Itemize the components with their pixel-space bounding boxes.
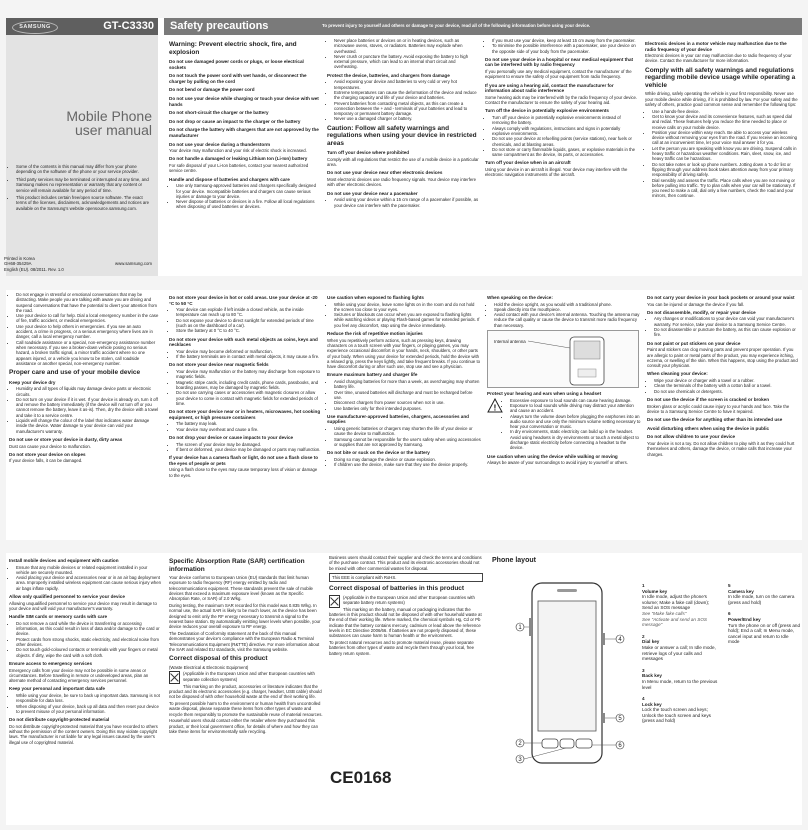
- rule-item: • Call roadside assistance or a special, non-emergency assistance number when necessary. If you see a broken-down vehicle posing no serious hazard, a broken traffic signal, a minor traffic accident where no one appears injured, or a vehicle you know to be stolen, call roadside assistance or another special, non-emergency number.: [16, 340, 159, 366]
- callout-1-number: 1: [518, 625, 522, 631]
- rule-text: When you repetitively perform actions, such as pressing keys, drawing characters on a touch screen with your fingers, or playing games, you may experience occasional discomfort in your hands, neck, shoulders, or other parts of your body. When using your device for extended periods, hold the device with a relaxed grip, press the keys lightly, and take frequent breaks. If you continue to have discomfort during or after such use, stop use and see a physician.: [327, 337, 481, 370]
- rule-heading: Reduce the risk of repetitive motion injuries: [327, 331, 423, 337]
- rule-item: • Seizures or blackouts can occur when you are exposed to flashing lights while watching videos or playing Flash-based games for extended periods. If you feel any discomfort, stop using the device immediately.: [334, 312, 481, 328]
- key-title: Lock key: [642, 701, 662, 707]
- rule-text: Comply with all regulations that restrict the use of a mobile device in a particular area.: [327, 156, 479, 168]
- safety-column-2: [324, 38, 482, 276]
- rule-item: • Do not use chemicals or detergents.: [654, 389, 799, 394]
- headset-warning: [487, 398, 641, 451]
- antenna-label: Internal antenna: [494, 339, 526, 345]
- rule-item: • Any changes or modifications to your device can void your manufacturer's warranty. For service, take your device to a Samsung Service Centre.: [654, 316, 799, 327]
- callout-3-number: 3: [518, 757, 522, 763]
- spread-row-1: [6, 18, 802, 276]
- rule-heading: Do not use damaged power cords or plugs, or loose electrical sockets: [169, 59, 304, 70]
- rule-text: Household users should contact either the retailer where they purchased this product, or their local government office, for details of where and how they can take these items for environmentally safe recycling.: [169, 718, 318, 734]
- care-column-3: [324, 292, 484, 538]
- rule-item: • Doing so may damage the device or cause explosion.: [334, 457, 481, 462]
- key-number: 2: [642, 633, 645, 639]
- info-column-3: [326, 555, 486, 823]
- rule-item: • The screen of your device may be damaged.: [176, 442, 321, 447]
- cover-note: • This product includes certain free/open source software. The exact terms of the licenses, disclaimers, acknowledgements and notices are available on the Samsung's website opensource.samsung.com.: [16, 195, 152, 211]
- cover-note: • Third party services may be terminated or interrupted at any time, and Samsung makes no representation or warranty that any content or service will remain available for any period of time.: [16, 177, 152, 193]
- phone-layout-panel: [492, 553, 802, 825]
- rule-item: • Use a hands-free device.: [652, 109, 799, 114]
- callout-4-number: 4: [618, 637, 622, 643]
- info-column-1: [6, 555, 164, 823]
- rule-heading: Do not use your device near a pacemaker: [327, 190, 418, 196]
- rule-item: • Wipe your device or charger with a towel or a rubber.: [654, 378, 799, 383]
- rule-item: • When disposing of your device, back up all data and then reset your device to prevent misuse of your personal information.: [16, 704, 161, 715]
- rule-item: • Excessive exposure to loud sounds can cause hearing damage.: [510, 398, 641, 403]
- key-text: Make or answer a call; In Idle mode, retrieve logs of your calls and messages: [642, 644, 716, 662]
- rule-item: • Avoid using your device within a 15 cm range of a pacemaker if possible, as your device can interfere with the pacemaker.: [334, 197, 479, 208]
- rule-heading: Avoid disturbing others when using the device in public: [647, 425, 770, 431]
- rule-heading: Do not drop or cause an impact to the charger or the battery: [169, 118, 301, 124]
- rule-item: • Do not touch gold-coloured contacts or terminals with your fingers or metal objects. If dirty, wipe the card with a soft cloth.: [16, 647, 161, 658]
- care-column-4: [484, 292, 644, 538]
- rule-item: • If bent or deformed, your device may be damaged or parts may malfunction.: [176, 447, 321, 452]
- ce-mark: CE0168: [330, 768, 392, 787]
- print-line: English (EU). 08/2011. Rev. 1.0: [4, 266, 64, 272]
- key-number: 6: [728, 611, 731, 617]
- lock-key-shape: [602, 633, 605, 645]
- print-line: Printed in Korea: [4, 256, 35, 261]
- rule-text: You can be injured or damage the device if you fall.: [647, 301, 745, 307]
- rule-heading: When speaking on the device:: [487, 295, 553, 300]
- rule-item: • Do not take notes or look up phone numbers. Jotting down a 'to do' list or flipping through your address book takes attention away from your primary responsibility of driving safely.: [652, 162, 799, 178]
- rule-heading: Do not use your device while charging or touch your device with wet hands: [169, 95, 319, 107]
- rule-text: If your device falls, it can be damaged.: [9, 458, 83, 464]
- rohs-notice: This EEE is compliant with RoHS.: [329, 573, 483, 582]
- rule-item: • If you must use your device, keep at least 15 cm away from the pacemaker.: [492, 38, 639, 43]
- rule-heading: Allow only qualified personnel to service your device: [9, 594, 125, 600]
- rule-text: Emergency calls from your device may not be possible in some areas or circumstances. Before travelling in remote or undeveloped areas, plan an alternate method of contacting emergency services personnel.: [9, 667, 149, 684]
- earpiece: [557, 589, 577, 592]
- rule-heading: When cleaning your device:: [647, 371, 708, 377]
- rule-item: • Using generic batteries or chargers may shorten the life of your device or cause the device to malfunction.: [334, 426, 481, 437]
- spread-row-2: [6, 290, 802, 540]
- key-number: 1: [642, 583, 645, 588]
- callout-2-number: 2: [518, 741, 522, 747]
- rule-item: • Your device can explode if left inside a closed vehicle, as the inside temperature can reach up to 80 °C.: [176, 307, 321, 318]
- key-number: 4: [642, 696, 645, 702]
- rule-heading: Use manufacturer-approved batteries, chargers, accessories and supplies: [327, 413, 469, 425]
- key-text: Lock the touch screen and keys; Unlock the touch screen and keys (press and hold): [642, 707, 711, 724]
- key-number: 3: [642, 667, 645, 673]
- rule-item: • Disconnect chargers from power sources when not in use.: [334, 400, 481, 405]
- rule-heading: Do not use or store your device in dusty, dirty areas: [9, 436, 123, 442]
- rule-item: • Turn off your device in potentially explosive environments instead of removing the battery.: [492, 115, 639, 126]
- rule-item: • Let the person you are speaking with know you are driving. Suspend calls in heavy traffic or hazardous weather conditions. Rain, sleet, snow, ice, and heavy traffic can be hazardous.: [652, 146, 799, 162]
- key-desc-volume: [642, 583, 720, 628]
- rule-text: Most electronic devices use radio frequency signals. Your device may interfere with other electronic devices.: [327, 177, 477, 188]
- care-column-5: [644, 292, 802, 538]
- rule-heading: Use caution when using the device while walking or moving: [487, 453, 618, 459]
- rule-heading: Handle and dispose of batteries and chargers with care: [169, 176, 290, 182]
- rule-heading: Do not store your device near magnetic fields: [169, 362, 269, 368]
- rule-text: (Applicable in the European Union and other European countries with separate battery return systems): [343, 594, 475, 605]
- rule-heading: Do not short-circuit the charger or the battery: [169, 110, 269, 116]
- website-url: www.samsung.com: [114, 261, 152, 266]
- rule-heading: Install mobile devices and equipment with caution: [9, 558, 119, 563]
- rule-text: Paint and stickers can clog moving parts and prevent proper operation. If you are allergic to paint or metal parts of the product, you may experience itching, eczema, or swelling of the skin. When this happens, stop using the product and consult your physician.: [647, 347, 798, 369]
- rule-text: Your device conforms to European Union (EU) standards that limit human exposure to radio frequency (RF) energy emitted by radio and telecommunications equipment. These standards prevent the sale of mobile devices that exceed a maximum exposure level (known as the Specific Absorption Rate, or SAR) of 2.0 W/kg.: [169, 575, 313, 602]
- crossed-bin-icon: [169, 671, 180, 684]
- key-title: Back key: [642, 673, 662, 679]
- key-descriptions-left: [642, 583, 720, 730]
- phone-diagram: [512, 573, 632, 778]
- rule-heading: Ensure access to emergency services: [9, 660, 92, 666]
- rule-text: For safe disposal of your Li-Ion batteries, contact your nearest authorized service centre.: [169, 163, 309, 174]
- rule-item: • Avoid placing your device and accessories near or in an air bag deployment area. Improperly installed wireless equipment can cause serious injury when air bags inflate rapidly.: [16, 575, 161, 591]
- rule-text: (Waste Electrical & Electronic Equipment): [169, 664, 249, 670]
- rule-item: • While using your device, be sure to back up important data. Samsung is not responsible for data loss.: [16, 693, 161, 704]
- rule-item: • Do not engage in stressful or emotional conversations that may be distracting. Make people you are talking with aware you are driving and suspend conversations that have the potential to divert your attention from the road.: [16, 292, 159, 313]
- rule-item: • Never use a damaged charger or battery.: [334, 116, 479, 121]
- rule-text: The Declaration of Conformity statement at the back of this manual demonstrates your device's compliance with the European Radio & Terminal Telecommunications Equipment (R&TTE) directive. For more information about the SAR and related EU standards, visit the Samsung website.: [169, 630, 320, 652]
- crossed-bin-icon: [329, 595, 340, 608]
- callout-6-number: 6: [618, 743, 622, 749]
- rule-heading: Ensure maximum battery and charger life: [327, 372, 418, 378]
- spread-row-3: [6, 553, 802, 825]
- rule-item: • Samsung cannot be responsible for the user's safety when using accessories or supplies that are not approved by Samsung.: [334, 437, 481, 448]
- key-descriptions-right: [728, 583, 800, 651]
- rule-item: • Use your device to help others in emergencies. If you see an auto accident, a crime in progress, or a serious emergency where lives are in danger, call a local emergency number.: [16, 324, 159, 340]
- rule-item: • Protect cards from strong shocks, static electricity, and electrical noise from other devices.: [16, 637, 161, 648]
- rule-item: • While using your device, leave some lights on in the room and do not hold the screen too close to your eyes.: [334, 302, 481, 313]
- rule-heading: Do not use your device near other electronic devices: [327, 170, 443, 176]
- rule-text: Electronic devices in your car may malfunction due to radio frequency of your device. Contact the manufacturer for more information.: [645, 53, 792, 64]
- rule-item: • Get to know your device and its convenience features, such as speed dial and redial. These features help you reduce the time needed to place or receive calls on your mobile device.: [652, 114, 799, 130]
- rule-heading: Do not charge the battery with chargers that are not approved by the manufacturer: [169, 127, 319, 138]
- rule-item: • To minimise the possible interference with a pacemaker, use your device on the opposite side of your body from the pacemaker.: [492, 43, 639, 54]
- key-title: Volume key: [642, 588, 668, 594]
- rule-text: Always be aware of your surroundings to avoid injury to yourself or others.: [487, 460, 628, 466]
- rule-heading: Do not store your device with such metal objects as coins, keys and necklaces: [169, 336, 318, 348]
- end-key-shape: [576, 739, 592, 748]
- rule-item: • Always comply with regulations, instructions and signs in potentially explosive environments.: [492, 126, 639, 137]
- safety-column-1: [166, 38, 324, 276]
- key-title: Dial key: [642, 639, 660, 645]
- print-info: [4, 256, 64, 272]
- rule-item: • Never crush or puncture the battery. Avoid exposing the battery to high external pressure, which can lead to an internal short circuit and overheating.: [334, 54, 479, 70]
- antenna-illustration: [487, 330, 639, 388]
- care-column-1: [6, 292, 162, 538]
- rule-item: • Clean the terminals of the battery with a cotton ball or a towel.: [654, 383, 799, 388]
- rule-heading: Do not store your device near or in heaters, microwaves, hot cooking equipment, or high pressure containers: [169, 409, 321, 420]
- phone-screen: [538, 601, 596, 731]
- rule-text: To prevent possible harm to the environment or human health from uncontrolled waste disposal, please separate these items from other types of waste and recycle them responsibly to promote the sustainable reuse of material resources.: [169, 700, 323, 717]
- rule-heading: Do not allow children to use your device: [647, 434, 736, 440]
- rule-heading: Do not disassemble, modify, or repair your device: [647, 309, 756, 315]
- rule-text: Broken glass or acrylic could cause injury to your hands and face. Take the device to a Samsung Service Centre to have it repaired.: [647, 403, 790, 414]
- key-reference: See "Make fake calls": [642, 610, 687, 616]
- volume-key-shape: [529, 618, 532, 636]
- rule-item: • In dry environments, static electricity can build up in the headset. Avoid using headsets in dry environments or touch a metal object to discharge static electricity before connecting a headset to the device.: [510, 429, 641, 450]
- cover-note: • Some of the contents in this manual may differ from your phone depending on the software of the phone or your service provider.: [16, 164, 152, 175]
- print-line: GH68-35429A: [4, 261, 32, 267]
- key-desc-back: [642, 668, 720, 690]
- key-text: In Idle mode, turn on the camera (press and hold): [728, 594, 795, 605]
- rule-item: • Dial sensibly and assess the traffic. Place calls when you are not moving or before pulling into traffic. Try to plan calls when your car will be stationary. If you need to make a call, dial only a few numbers, check the road and your mirrors, then continue.: [652, 178, 799, 199]
- rule-item: • Your device may overheat and cause a fire.: [176, 427, 321, 432]
- camera-key-shape: [602, 713, 605, 723]
- care-column-2: [166, 292, 324, 538]
- rule-item: • Ensure that any mobile devices or related equipment installed in your vehicle are securely mounted.: [16, 565, 161, 576]
- rule-text: Your device may malfunction and your risk of electric shock is increased.: [169, 148, 307, 154]
- dial-key-shape: [542, 739, 558, 748]
- cover-header: [6, 18, 158, 35]
- rule-heading: Protect your hearing and ears when using a headset: [487, 391, 602, 397]
- rule-heading: Use caution when exposed to flashing lights: [327, 295, 424, 300]
- rule-heading: Do not use your device in a hospital or near medical equipment that can be interfered with by radio frequency: [485, 56, 634, 68]
- rule-heading: Do not paint or put stickers on your device: [647, 340, 741, 346]
- rule-heading: Do not store your device on slopes: [9, 451, 86, 457]
- rule-heading: Do not use the device if the screen is cracked or broken: [647, 396, 770, 402]
- rule-text: During testing, the maximum SAR recorded for this model was 0.835 W/kg. In normal use, the actual SAR is likely to be much lower, as the device has been designed to emit only the RF energy necessary to transmit a signal to the nearest base station. By automatically emitting lower levels when possible, your device reduces your overall exposure to RF energy.: [169, 602, 321, 630]
- rule-text: This marking on the product, accessories or literature indicates that the product and its electronic accessories (e.g. charger, headset, USB cable) should not be disposed of with other household waste at the end of their working life.: [169, 683, 322, 700]
- rule-heading: Do not drop your device or cause impacts to your device: [169, 434, 294, 440]
- svg-text:!: !: [493, 403, 497, 413]
- rule-item: • Liquids will change the colour of the label that indicates water damage inside the device. Water damage to your device can void your manufacturer's warranty.: [16, 418, 159, 434]
- rule-text: Do not distribute copyright-protected material that you have recorded to others without the permission of the content owners. Doing this may violate copyright laws. The manufacturer is not liable for any legal issues caused by the user's illegal use of copyrighted material.: [9, 723, 158, 745]
- safety-header-bar: [164, 18, 802, 35]
- rule-item: • Humidity and all types of liquids may damage device parts or electronic circuits.: [16, 386, 159, 397]
- rule-item: • Do not store or carry flammable liquids, gases, or explosive materials in the same compartment as the device, its parts, or accessories.: [492, 147, 639, 158]
- rule-item: • Do not use carrying cases or accessories with magnetic closures or allow your device to come in contact with magnetic fields for extended periods of time.: [176, 390, 321, 406]
- section-heading: Comply with all safety warnings and regulations regarding mobile device usage while operating a vehicle: [645, 66, 796, 89]
- rule-item: • Never place batteries or devices on or in heating devices, such as microwave ovens, stoves, or radiators. Batteries may explode when overheated.: [334, 38, 479, 54]
- key-desc-power: [728, 611, 800, 645]
- safety-column-3: [482, 38, 642, 276]
- model-number: GT-C3330: [103, 20, 154, 32]
- key-title: Camera key: [728, 588, 754, 594]
- rule-heading: Keep your device dry: [9, 379, 56, 385]
- key-text: In Menu mode, return to the previous level: [642, 678, 718, 690]
- rule-heading: Do not bite or suck on the device or the battery: [327, 450, 430, 456]
- key-text: Turn the phone on or off (press and hold); End a call; In Menu mode, cancel input and return to Idle mode: [728, 622, 801, 645]
- rule-item: • Avoid contact with your device's internal antenna. Touching the antenna may reduce the call quality or cause the device to transmit more radio frequency than necessary.: [494, 312, 641, 328]
- rule-text: Business users should contact their supplier and check the terms and conditions of the purchase contract. This product and its electronic accessories should not be mixed with other commercial wastes for disposal.: [329, 555, 482, 571]
- rule-heading: Handle SIM cards or memory cards with care: [9, 614, 108, 620]
- key-desc-camera: [728, 583, 800, 605]
- rule-item: • The battery may leak.: [176, 421, 321, 426]
- rule-item: • Store the battery at 0 °C to 40 °C.: [176, 328, 321, 333]
- rule-item: • If the battery terminals are in contact with metal objects, it may cause a fire.: [176, 354, 321, 359]
- rule-heading: Keep your personal and important data safe: [9, 686, 105, 692]
- battery-disposal-notice: [329, 595, 483, 640]
- rule-item: • Always turn the volume down before plugging the earphones into an audio source and use only the minimum volume setting necessary to hear your conversation or music.: [510, 414, 641, 430]
- section-heading: Specific Absorption Rate (SAR) certification information: [169, 558, 305, 573]
- rule-heading: Protect the device, batteries, and chargers from damage: [327, 72, 450, 78]
- rule-heading: Do not carry your device in your back pockets or around your waist: [647, 295, 795, 300]
- rule-item: • Speak directly into the mouthpiece.: [494, 307, 641, 312]
- rule-item: • Use your device to call for help. Dial a local emergency number in the case of fire, traffic accident, or medical emergencies.: [16, 313, 159, 324]
- cover-title-line1: Mobile Phone: [66, 108, 152, 124]
- safety-column-4: [642, 38, 802, 276]
- rule-item: • Exposure to loud sounds while driving may distract your attention and cause an accident.: [510, 403, 641, 414]
- section-heading: Caution: Follow all safety warnings and regulations when using your device in restricted areas: [327, 124, 477, 147]
- rule-text: Allowing unqualified personnel to service your device may result in damage to your device and will void your manufacturer's warranty.: [9, 600, 157, 611]
- section-heading: Correct disposal of batteries in this product: [329, 585, 465, 593]
- rule-heading: Turn off the device in potentially explosive environments: [485, 108, 609, 114]
- rule-item: • If children use the device, make sure that they use the device properly.: [334, 462, 481, 467]
- key-desc-dial: [642, 634, 720, 662]
- rule-heading: If you are using a hearing aid, contact the manufacturer for information about radio interference: [485, 82, 614, 94]
- section-heading: Correct disposal of this product: [169, 655, 268, 663]
- phone-layout-heading: Phone layout: [492, 557, 536, 564]
- rule-text: This marking on the battery, manual or packaging indicates that the batteries in this product should not be disposed of with other household waste at the end of their working life. Where marked, the chemical symbols Hg, Cd or Pb indicate that the battery contains mercury, cadmium or lead above the reference levels in EC Directive 2006/66. If batteries are not properly disposed of, these substances can cause harm to human health or the environment.: [329, 606, 482, 639]
- rule-item: • Use batteries only for their intended purposes.: [334, 406, 481, 411]
- key-number: 5: [728, 583, 731, 588]
- rule-item: • Magnetic stripe cards, including credit cards, phone cards, passbooks, and boarding passes, may be damaged by magnetic fields.: [176, 380, 321, 391]
- rule-heading: Do not use the device for anything other than its intended use: [647, 417, 783, 423]
- rule-item: • Position your device within easy reach. Be able to access your wireless device without removing your eyes from the road. If you receive an incoming call at an inconvenient time, let your voice mail answer it for you.: [652, 130, 799, 146]
- rule-text: While driving, safely operating the vehicle is your first responsibility. Never use your mobile device while driving, if it is prohibited by law. For your safety and the safety of others, practice good common sense and remember the following tips:: [645, 91, 798, 107]
- rule-item: • Your device may malfunction or the battery may discharge from exposure to magnetic fields.: [176, 369, 321, 380]
- rule-heading: Turn off your device where prohibited: [327, 150, 410, 156]
- cover-panel: [6, 18, 158, 276]
- rule-item: • Never dispose of batteries or devices in a fire. Follow all local regulations when disposing of used batteries or devices.: [176, 199, 321, 210]
- rule-text: Using a flash close to the eyes may cause temporary loss of vision or damage to the eyes.: [169, 467, 318, 478]
- key-title: Power/End key: [728, 616, 761, 622]
- rule-item: • Do not remove a card while the device is transferring or accessing information, as this could result in loss of data and/or damage to the card or device.: [16, 621, 161, 637]
- rule-item: • Prevent batteries from contacting metal objects, as this can create a connection between the + and - terminals of your batteries and lead to temporary or permanent battery damage.: [334, 101, 479, 117]
- safety-subtitle: To prevent injury to yourself and others or damage to your device, read all of the following information before using your device.: [322, 23, 591, 28]
- rule-heading: Do not use your device during a thunderstorm: [169, 141, 271, 147]
- cover-title-line2: user manual: [74, 122, 152, 138]
- rule-heading: Electronic devices in a motor vehicle may malfunction due to the radio frequency of your device: [645, 41, 787, 52]
- rule-heading: Do not touch the power cord with wet hands, or disconnect the charger by pulling on the cord: [169, 73, 307, 84]
- back-key-shape: [560, 739, 574, 748]
- rule-text: To protect natural resources and to promote material reuse, please separate batteries from other types of waste and recycle them through your local, free battery return system.: [329, 640, 474, 656]
- weee-notice: [169, 671, 323, 700]
- rule-item: • Do not use your device at refuelling points (service stations), near fuels or chemicals, and at blasting areas.: [492, 136, 639, 147]
- key-text: In Idle mode, adjust the phone's volume; Make a fake call (down); Send an SOS message: [642, 594, 710, 611]
- rule-heading: Do not store your device in hot or cold areas. Use your device at -20 °C to 50 °C: [169, 295, 318, 306]
- antenna-phone-icon: [488, 331, 638, 387]
- rule-text: Your device is not a toy. Do not allow children to play with it as they could hurt themselves and others, damage the device, or make calls that increase your charges.: [647, 440, 795, 457]
- rule-item: • Avoid exposing your device and batteries to very cold or very hot temperatures.: [334, 79, 479, 90]
- rule-text: Dust can cause your device to malfunction.: [9, 443, 91, 449]
- rule-heading: Do not bend or damage the power cord: [169, 87, 255, 93]
- rule-heading: Do not handle a damaged or leaking Lithium Ion (Li-Ion) battery: [169, 156, 308, 162]
- section-heading: Proper care and use of your mobile device: [9, 369, 141, 377]
- section-heading: Warning: Prevent electric shock, fire, and explosion: [169, 41, 297, 56]
- rule-item: • Do not disassemble or puncture the battery, as this can cause explosion or fire.: [654, 327, 799, 338]
- rule-item: • Your device may become deformed or malfunction.: [176, 349, 321, 354]
- rule-item: • Do not turn on your device if it is wet. If your device is already on, turn it off and remove the battery immediately (if the device will not turn off or you cannot remove the battery, leave it as-is). Then, dry the device with a towel and take it to a service centre.: [16, 397, 159, 418]
- rule-item: • Avoid charging batteries for more than a week, as overcharging may shorten battery life.: [334, 379, 481, 390]
- key-desc-lock: [642, 696, 720, 724]
- cover-notes: [10, 164, 152, 213]
- callout-5-number: 5: [618, 716, 622, 722]
- safety-title: Safety precautions: [170, 20, 269, 32]
- rule-heading: Turn off your device when in an aircraft: [485, 160, 571, 166]
- rule-item: • Extreme temperatures can cause the deformation of the device and reduce the charging capacity and life of your device and batteries.: [334, 90, 479, 101]
- rule-item: • Over time, unused batteries will discharge and must be recharged before use.: [334, 390, 481, 401]
- rule-heading: If your device has a camera flash or light, do not use a flash close to the eyes of people or pets: [169, 455, 319, 466]
- rule-item: • Do not expose your device to direct sunlight for extended periods of time (such as on the dashboard of a car).: [176, 318, 321, 329]
- key-reference: See "Activate and send an SOS message": [642, 616, 707, 628]
- rule-text: (Applicable in the European Union and other European countries with separate collection systems): [183, 671, 315, 682]
- rule-text: Some hearing aids may be interfered with by the radio frequency of your device. Contact the manufacturer to ensure the safety of your hearing aid.: [485, 94, 638, 106]
- rule-item: • Hold the device upright, as you would with a traditional phone.: [494, 302, 641, 307]
- rule-item: • Use only Samsung-approved batteries and chargers specifically designed for your device. Incompatible batteries and chargers can cause serious injuries or damage to your device.: [176, 183, 321, 199]
- rule-text: Using your device in an aircraft is illegal. Your device may interfere with the electronic navigation instruments of the aircraft.: [485, 167, 628, 178]
- info-column-2: [166, 555, 326, 823]
- rule-heading: Do not distribute copyright-protected material: [9, 717, 110, 723]
- samsung-logo: SAMSUNG: [12, 21, 58, 34]
- rule-text: If you personally use any medical equipment, contact the manufacturer of the equipment to ensure the safety of your equipment from radio frequency.: [485, 69, 632, 80]
